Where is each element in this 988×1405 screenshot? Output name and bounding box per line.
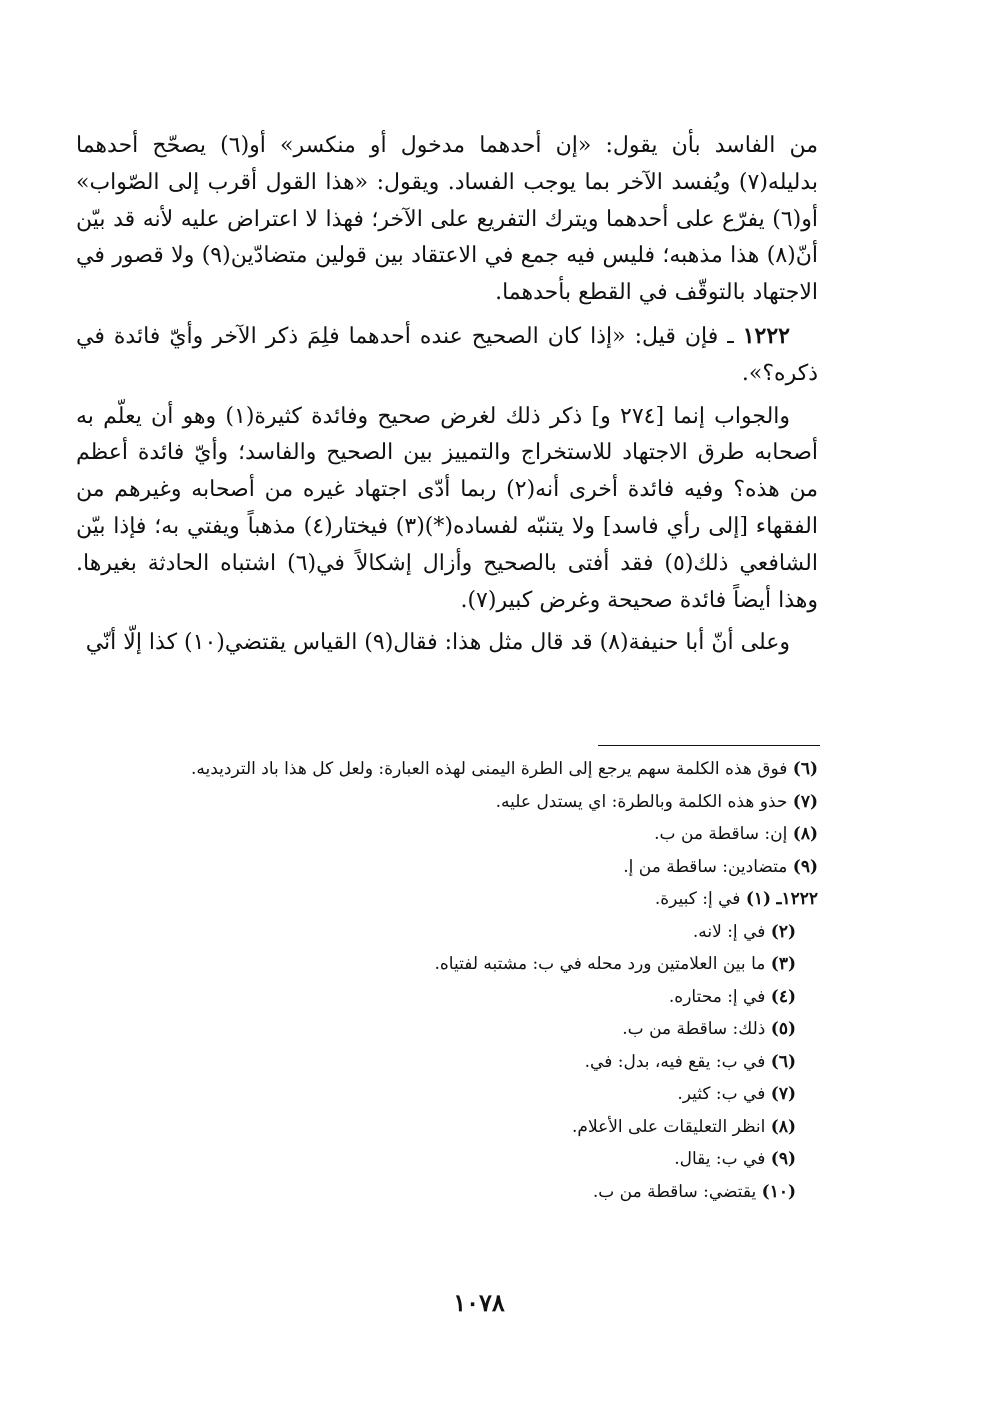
footnote (120, 1046, 796, 1079)
footnote-number: (٨) (792, 824, 818, 844)
footnote-text: متضادين: ساقطة من إ. (623, 856, 788, 877)
paragraph-numbered (76, 318, 818, 393)
footnote (120, 981, 796, 1014)
footnote-number: (٤) (770, 986, 796, 1007)
footnote-text: ذلك: ساقطة من ب. (622, 1019, 766, 1039)
footnote-number: (٣) (770, 954, 796, 974)
paragraph (76, 399, 818, 620)
footnote-number: (٥) (770, 1019, 796, 1039)
paragraph (76, 128, 818, 312)
footnote-group-label: ١٢٢٢ـ (776, 889, 818, 909)
footnote-number: (٦) (770, 1051, 796, 1072)
footnote-text: إن: ساقطة من ب. (654, 824, 788, 844)
section-number: ١٢٢٢ (742, 322, 790, 349)
footnote-text: انظر التعليقات على الأعلام. (572, 1116, 766, 1137)
footnote (120, 948, 796, 981)
footnote-number: (٩) (792, 856, 818, 877)
footnotes (120, 753, 818, 1208)
footnote-text: يقتضي: ساقطة من ب. (592, 1181, 757, 1202)
footnote-text: في إ: كبيرة. (654, 889, 741, 909)
paragraph-text: وعلى أنّ أبا حنيفة(٨) قد قال مثل هذا: فقال(٩) القياس يقتضي(١٠) كذا إلّا أنّي (85, 630, 790, 656)
footnote-number: (١) (745, 889, 772, 909)
footnote (120, 818, 818, 851)
footnote (120, 851, 818, 884)
footnote (120, 1111, 796, 1144)
footnote (120, 786, 818, 819)
footnote-number: (١٠) (761, 1181, 796, 1202)
paragraph (76, 625, 818, 662)
footnote (120, 1143, 796, 1176)
footnote (120, 916, 796, 949)
footnote-number: (٨) (770, 1116, 796, 1137)
footnote-text: في ب: يقع فيه، بدل: في. (584, 1051, 766, 1072)
footnote-separator (598, 745, 820, 746)
footnote (120, 1176, 796, 1209)
main-text (76, 128, 818, 668)
footnote (120, 1078, 796, 1111)
footnote-text: في إ: لانه. (692, 921, 766, 942)
footnote-number: (٦) (792, 759, 818, 779)
footnote-text: في ب: كثير. (677, 1084, 766, 1104)
footnote-number: (٧) (792, 791, 818, 812)
footnote-text: في ب: يقال. (674, 1149, 766, 1169)
footnote-text: فوق هذه الكلمة سهم يرجع إلى الطرة اليمنى لهذه العبارة: ولعل كل هذا باد الترديديه. (191, 759, 788, 779)
paragraph-text: والجواب إنما [٢٧٤ و] ذكر ذلك لغرض صحيح وفائدة كثيرة(١) وهو أن يعلّم به أصحابه طرق الاجتهاد للاستخراج والتمييز بين الصحيح والفاسد؛ وأيّ فائدة أعظم من هذه؟ وفيه فائدة أخرى أنه(٢) ربما أدّى اجتهاد غيره من أصحابه وغيرهم من الفقهاء [إلى رأي فاسد] ولا يتنبّه لفساده(*)(٣) فيختار(٤) مذهباً ويفتي به؛ فإذا بيّن الشافعي ذلك(٥) فقد أفتى بالصحيح وأزال إشكالاً في(٦) اشتباه الحادثة بغيرها. وهذا أيضاً فائدة صحيحة وغرض كبير(٧). (76, 403, 819, 613)
footnote-number: (٩) (770, 1149, 796, 1169)
footnote (120, 1013, 796, 1046)
footnote-text: ما بين العلامتين ورد محله في ب: مشتبه لفتياه. (434, 954, 766, 974)
footnote (120, 753, 818, 786)
page-number: ١٠٧٨ (453, 1288, 505, 1317)
footnote (120, 883, 818, 916)
footnote-text: في إ: محتاره. (668, 986, 766, 1007)
paragraph-text: ـ فإن قيل: «إذا كان الصحيح عنده أحدهما فلِمَ ذكر الآخر وأيّ فائدة في ذكره؟». (76, 323, 818, 386)
paragraph-text: من الفاسد بأن يقول: «إن أحدهما مدخول أو منكسر» أو(٦) يصحّح أحدهما بدليله(٧) ويُفسد الآخر بما يوجب الفساد. ويقول: «هذا القول أقرب إلى الصّواب» أو(٦) يفرّع على أحدهما ويترك التفريع على الآخر؛ فهذا لا اعتراض عليه لأنه قد بيّن أنّ(٨) هذا مذهبه؛ فليس فيه جمع في الاعتقاد بين قولين متضادّين(٩) ولا قصور في الاجتهاد بالتوقّف في القطع بأحدهما. (76, 133, 818, 306)
footnote-text: حذو هذه الكلمة وبالطرة: اي يستدل عليه. (495, 791, 788, 812)
footnote-number: (٧) (770, 1084, 796, 1104)
footnote-number: (٢) (770, 921, 796, 942)
